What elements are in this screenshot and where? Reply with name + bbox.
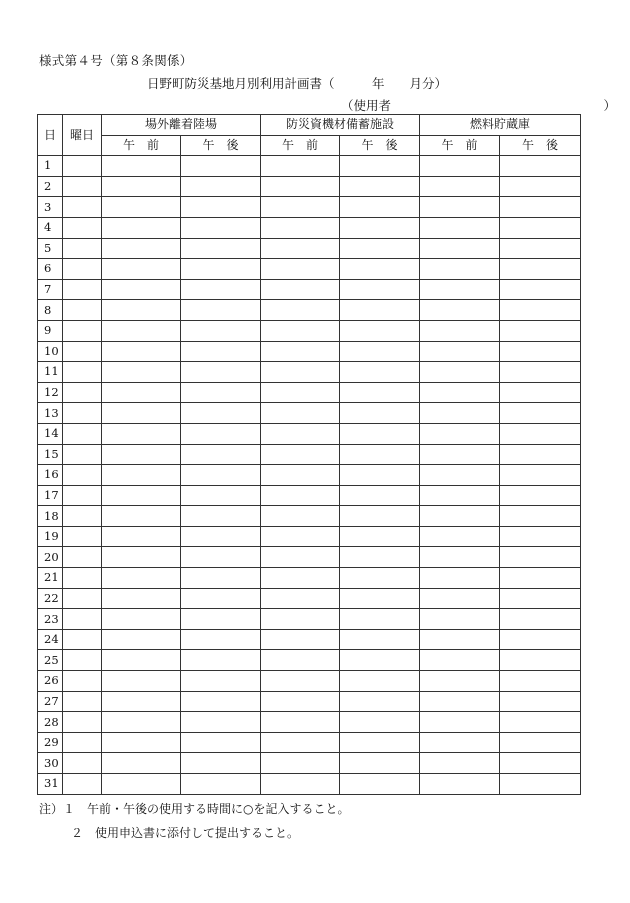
equipment-pm-cell[interactable] <box>340 609 420 630</box>
table-row <box>38 362 581 383</box>
helipad-am-cell[interactable] <box>102 485 181 506</box>
equipment-am-cell[interactable] <box>261 465 340 486</box>
helipad-am-cell[interactable] <box>102 238 181 259</box>
equipment-am-cell[interactable] <box>261 588 340 609</box>
table-row <box>38 526 581 547</box>
table-row <box>38 217 581 238</box>
equipment-am-cell[interactable] <box>261 732 340 753</box>
fuel-pm-cell[interactable] <box>500 526 581 547</box>
fuel-am-cell[interactable] <box>420 362 500 383</box>
equipment-pm-cell[interactable] <box>340 320 420 341</box>
fuel-am-cell[interactable] <box>420 197 500 218</box>
fuel-am-cell[interactable] <box>420 650 500 671</box>
helipad-am-cell[interactable] <box>102 506 181 527</box>
weekday-cell[interactable] <box>63 568 102 589</box>
equipment-am-cell[interactable] <box>261 423 340 444</box>
helipad-am-cell[interactable] <box>102 423 181 444</box>
day-number: 10 <box>38 341 63 362</box>
helipad-pm-cell[interactable] <box>181 732 261 753</box>
day-number: 20 <box>38 547 63 568</box>
table-row <box>38 300 581 321</box>
helipad-pm-cell[interactable] <box>181 238 261 259</box>
weekday-cell[interactable] <box>63 547 102 568</box>
helipad-pm-cell[interactable] <box>181 671 261 692</box>
equipment-pm-cell[interactable] <box>340 156 420 177</box>
weekday-cell[interactable] <box>63 712 102 733</box>
fuel-pm-cell[interactable] <box>500 547 581 568</box>
header-day: 日 <box>38 115 63 156</box>
fuel-pm-cell[interactable] <box>500 465 581 486</box>
equipment-am-cell[interactable] <box>261 217 340 238</box>
equipment-am-cell[interactable] <box>261 753 340 774</box>
helipad-pm-cell[interactable] <box>181 423 261 444</box>
equipment-pm-cell[interactable] <box>340 588 420 609</box>
equipment-pm-cell[interactable] <box>340 423 420 444</box>
table-row <box>38 609 581 630</box>
header-equipment-storage: 防災資機材備蓄施設 <box>261 115 420 136</box>
day-number: 30 <box>38 753 63 774</box>
fuel-pm-cell[interactable] <box>500 382 581 403</box>
equipment-am-cell[interactable] <box>261 609 340 630</box>
equipment-pm-cell[interactable] <box>340 547 420 568</box>
table-row <box>38 423 581 444</box>
weekday-cell[interactable] <box>63 691 102 712</box>
helipad-pm-cell[interactable] <box>181 588 261 609</box>
day-number: 21 <box>38 568 63 589</box>
equipment-am-cell[interactable] <box>261 506 340 527</box>
day-number: 23 <box>38 609 63 630</box>
helipad-pm-cell[interactable] <box>181 774 261 795</box>
helipad-pm-cell[interactable] <box>181 526 261 547</box>
user-line: （使用者 ） <box>341 98 617 113</box>
header-fuel-storage: 燃料貯蔵庫 <box>420 115 581 136</box>
helipad-pm-cell[interactable] <box>181 403 261 424</box>
day-number: 8 <box>38 300 63 321</box>
fuel-am-cell[interactable] <box>420 506 500 527</box>
equipment-am-cell[interactable] <box>261 712 340 733</box>
fuel-am-cell[interactable] <box>420 609 500 630</box>
helipad-am-cell[interactable] <box>102 691 181 712</box>
table-row <box>38 568 581 589</box>
table-row <box>38 506 581 527</box>
day-number: 22 <box>38 588 63 609</box>
weekday-cell[interactable] <box>63 774 102 795</box>
table-row <box>38 444 581 465</box>
equipment-am-cell[interactable] <box>261 650 340 671</box>
equipment-pm-cell[interactable] <box>340 753 420 774</box>
helipad-am-cell[interactable] <box>102 176 181 197</box>
helipad-am-cell[interactable] <box>102 279 181 300</box>
weekday-cell[interactable] <box>63 403 102 424</box>
header-am: 午 前 <box>102 135 181 156</box>
helipad-pm-cell[interactable] <box>181 217 261 238</box>
helipad-am-cell[interactable] <box>102 465 181 486</box>
helipad-pm-cell[interactable] <box>181 382 261 403</box>
table-row <box>38 176 581 197</box>
helipad-pm-cell[interactable] <box>181 279 261 300</box>
fuel-am-cell[interactable] <box>420 526 500 547</box>
equipment-am-cell[interactable] <box>261 444 340 465</box>
day-number: 28 <box>38 712 63 733</box>
weekday-cell[interactable] <box>63 526 102 547</box>
helipad-am-cell[interactable] <box>102 671 181 692</box>
fuel-am-cell[interactable] <box>420 774 500 795</box>
fuel-am-cell[interactable] <box>420 156 500 177</box>
helipad-am-cell[interactable] <box>102 156 181 177</box>
day-number: 1 <box>38 156 63 177</box>
equipment-am-cell[interactable] <box>261 671 340 692</box>
weekday-cell[interactable] <box>63 732 102 753</box>
fuel-am-cell[interactable] <box>420 753 500 774</box>
day-number: 12 <box>38 382 63 403</box>
weekday-cell[interactable] <box>63 465 102 486</box>
fuel-am-cell[interactable] <box>420 588 500 609</box>
helipad-pm-cell[interactable] <box>181 609 261 630</box>
equipment-pm-cell[interactable] <box>340 300 420 321</box>
day-number: 25 <box>38 650 63 671</box>
table-row <box>38 238 581 259</box>
fuel-am-cell[interactable] <box>420 382 500 403</box>
weekday-cell[interactable] <box>63 362 102 383</box>
weekday-cell[interactable] <box>63 753 102 774</box>
day-number: 31 <box>38 774 63 795</box>
weekday-cell[interactable] <box>63 176 102 197</box>
fuel-pm-cell[interactable] <box>500 217 581 238</box>
note-2: ２ 使用申込書に添付して提出すること。 <box>71 826 300 840</box>
day-number: 9 <box>38 320 63 341</box>
day-number: 5 <box>38 238 63 259</box>
equipment-pm-cell[interactable] <box>340 568 420 589</box>
fuel-pm-cell[interactable] <box>500 732 581 753</box>
helipad-am-cell[interactable] <box>102 568 181 589</box>
table-row <box>38 691 581 712</box>
fuel-am-cell[interactable] <box>420 732 500 753</box>
day-number: 29 <box>38 732 63 753</box>
fuel-am-cell[interactable] <box>420 238 500 259</box>
header-pm: 午 後 <box>181 135 261 156</box>
equipment-pm-cell[interactable] <box>340 259 420 280</box>
helipad-pm-cell[interactable] <box>181 259 261 280</box>
weekday-cell[interactable] <box>63 423 102 444</box>
day-number: 7 <box>38 279 63 300</box>
fuel-am-cell[interactable] <box>420 320 500 341</box>
fuel-pm-cell[interactable] <box>500 588 581 609</box>
fuel-pm-cell[interactable] <box>500 506 581 527</box>
table-row <box>38 712 581 733</box>
helipad-am-cell[interactable] <box>102 650 181 671</box>
table-row <box>38 197 581 218</box>
table-row <box>38 588 581 609</box>
equipment-pm-cell[interactable] <box>340 403 420 424</box>
helipad-pm-cell[interactable] <box>181 341 261 362</box>
fuel-am-cell[interactable] <box>420 691 500 712</box>
equipment-pm-cell[interactable] <box>340 732 420 753</box>
fuel-pm-cell[interactable] <box>500 568 581 589</box>
equipment-pm-cell[interactable] <box>340 712 420 733</box>
table-row <box>38 774 581 795</box>
fuel-am-cell[interactable] <box>420 217 500 238</box>
helipad-am-cell[interactable] <box>102 300 181 321</box>
equipment-pm-cell[interactable] <box>340 176 420 197</box>
weekday-cell[interactable] <box>63 485 102 506</box>
fuel-pm-cell[interactable] <box>500 691 581 712</box>
fuel-pm-cell[interactable] <box>500 176 581 197</box>
equipment-am-cell[interactable] <box>261 691 340 712</box>
equipment-pm-cell[interactable] <box>340 444 420 465</box>
helipad-am-cell[interactable] <box>102 588 181 609</box>
fuel-am-cell[interactable] <box>420 403 500 424</box>
table-row <box>38 753 581 774</box>
helipad-am-cell[interactable] <box>102 629 181 650</box>
header-pm: 午 後 <box>340 135 420 156</box>
helipad-pm-cell[interactable] <box>181 691 261 712</box>
fuel-pm-cell[interactable] <box>500 444 581 465</box>
day-number: 17 <box>38 485 63 506</box>
helipad-pm-cell[interactable] <box>181 176 261 197</box>
equipment-am-cell[interactable] <box>261 403 340 424</box>
fuel-am-cell[interactable] <box>420 485 500 506</box>
form-number: 様式第４号（第８条関係） <box>39 53 193 68</box>
fuel-am-cell[interactable] <box>420 444 500 465</box>
fuel-pm-cell[interactable] <box>500 609 581 630</box>
day-number: 26 <box>38 671 63 692</box>
equipment-am-cell[interactable] <box>261 156 340 177</box>
fuel-am-cell[interactable] <box>420 465 500 486</box>
weekday-cell[interactable] <box>63 650 102 671</box>
weekday-cell[interactable] <box>63 217 102 238</box>
helipad-pm-cell[interactable] <box>181 629 261 650</box>
equipment-am-cell[interactable] <box>261 341 340 362</box>
equipment-pm-cell[interactable] <box>340 465 420 486</box>
equipment-pm-cell[interactable] <box>340 629 420 650</box>
header-pm: 午 後 <box>500 135 581 156</box>
weekday-cell[interactable] <box>63 671 102 692</box>
helipad-am-cell[interactable] <box>102 609 181 630</box>
fuel-am-cell[interactable] <box>420 300 500 321</box>
helipad-am-cell[interactable] <box>102 547 181 568</box>
equipment-am-cell[interactable] <box>261 279 340 300</box>
weekday-cell[interactable] <box>63 156 102 177</box>
helipad-pm-cell[interactable] <box>181 300 261 321</box>
helipad-am-cell[interactable] <box>102 403 181 424</box>
helipad-pm-cell[interactable] <box>181 465 261 486</box>
helipad-pm-cell[interactable] <box>181 320 261 341</box>
header-am: 午 前 <box>261 135 340 156</box>
fuel-am-cell[interactable] <box>420 547 500 568</box>
table-row <box>38 465 581 486</box>
equipment-am-cell[interactable] <box>261 320 340 341</box>
table-row <box>38 320 581 341</box>
weekday-cell[interactable] <box>63 320 102 341</box>
day-number: 2 <box>38 176 63 197</box>
fuel-am-cell[interactable] <box>420 712 500 733</box>
day-number: 13 <box>38 403 63 424</box>
day-number: 6 <box>38 259 63 280</box>
table-row <box>38 403 581 424</box>
table-row <box>38 279 581 300</box>
table-row <box>38 382 581 403</box>
table-row <box>38 156 581 177</box>
fuel-pm-cell[interactable] <box>500 300 581 321</box>
weekday-cell[interactable] <box>63 300 102 321</box>
equipment-am-cell[interactable] <box>261 259 340 280</box>
helipad-pm-cell[interactable] <box>181 650 261 671</box>
helipad-pm-cell[interactable] <box>181 753 261 774</box>
weekday-cell[interactable] <box>63 382 102 403</box>
day-number: 15 <box>38 444 63 465</box>
equipment-pm-cell[interactable] <box>340 506 420 527</box>
weekday-cell[interactable] <box>63 588 102 609</box>
day-number: 14 <box>38 423 63 444</box>
fuel-pm-cell[interactable] <box>500 423 581 444</box>
equipment-pm-cell[interactable] <box>340 341 420 362</box>
helipad-pm-cell[interactable] <box>181 156 261 177</box>
weekday-cell[interactable] <box>63 609 102 630</box>
fuel-pm-cell[interactable] <box>500 403 581 424</box>
header-helipad: 場外離着陸場 <box>102 115 261 136</box>
helipad-am-cell[interactable] <box>102 526 181 547</box>
helipad-pm-cell[interactable] <box>181 444 261 465</box>
fuel-pm-cell[interactable] <box>500 279 581 300</box>
fuel-am-cell[interactable] <box>420 279 500 300</box>
helipad-am-cell[interactable] <box>102 444 181 465</box>
weekday-cell[interactable] <box>63 197 102 218</box>
day-number: 16 <box>38 465 63 486</box>
header-weekday: 曜日 <box>63 115 102 156</box>
day-number: 3 <box>38 197 63 218</box>
fuel-pm-cell[interactable] <box>500 259 581 280</box>
table-row <box>38 629 581 650</box>
day-number: 24 <box>38 629 63 650</box>
table-row <box>38 259 581 280</box>
equipment-pm-cell[interactable] <box>340 691 420 712</box>
helipad-pm-cell[interactable] <box>181 568 261 589</box>
fuel-pm-cell[interactable] <box>500 320 581 341</box>
helipad-pm-cell[interactable] <box>181 362 261 383</box>
table-row <box>38 732 581 753</box>
note-1: 注）１ 午前・午後の使用する時間に○を記入すること。 <box>39 802 350 816</box>
fuel-pm-cell[interactable] <box>500 629 581 650</box>
helipad-pm-cell[interactable] <box>181 485 261 506</box>
equipment-am-cell[interactable] <box>261 362 340 383</box>
helipad-am-cell[interactable] <box>102 712 181 733</box>
helipad-am-cell[interactable] <box>102 362 181 383</box>
weekday-cell[interactable] <box>63 238 102 259</box>
fuel-am-cell[interactable] <box>420 671 500 692</box>
equipment-am-cell[interactable] <box>261 485 340 506</box>
fuel-pm-cell[interactable] <box>500 485 581 506</box>
fuel-pm-cell[interactable] <box>500 650 581 671</box>
equipment-pm-cell[interactable] <box>340 774 420 795</box>
equipment-pm-cell[interactable] <box>340 217 420 238</box>
day-number: 27 <box>38 691 63 712</box>
fuel-pm-cell[interactable] <box>500 156 581 177</box>
equipment-am-cell[interactable] <box>261 774 340 795</box>
day-number: 18 <box>38 506 63 527</box>
fuel-pm-cell[interactable] <box>500 362 581 383</box>
table-row <box>38 341 581 362</box>
day-number: 19 <box>38 526 63 547</box>
helipad-pm-cell[interactable] <box>181 197 261 218</box>
helipad-am-cell[interactable] <box>102 753 181 774</box>
helipad-am-cell[interactable] <box>102 774 181 795</box>
equipment-pm-cell[interactable] <box>340 362 420 383</box>
fuel-pm-cell[interactable] <box>500 753 581 774</box>
equipment-am-cell[interactable] <box>261 526 340 547</box>
table-row <box>38 671 581 692</box>
fuel-am-cell[interactable] <box>420 423 500 444</box>
fuel-am-cell[interactable] <box>420 259 500 280</box>
equipment-pm-cell[interactable] <box>340 382 420 403</box>
day-number: 4 <box>38 217 63 238</box>
helipad-am-cell[interactable] <box>102 197 181 218</box>
helipad-am-cell[interactable] <box>102 217 181 238</box>
helipad-am-cell[interactable] <box>102 341 181 362</box>
equipment-pm-cell[interactable] <box>340 238 420 259</box>
table-row <box>38 485 581 506</box>
helipad-am-cell[interactable] <box>102 259 181 280</box>
weekday-cell[interactable] <box>63 341 102 362</box>
helipad-am-cell[interactable] <box>102 732 181 753</box>
fuel-am-cell[interactable] <box>420 176 500 197</box>
fuel-pm-cell[interactable] <box>500 671 581 692</box>
fuel-pm-cell[interactable] <box>500 341 581 362</box>
equipment-pm-cell[interactable] <box>340 279 420 300</box>
weekday-cell[interactable] <box>63 279 102 300</box>
fuel-am-cell[interactable] <box>420 629 500 650</box>
fuel-pm-cell[interactable] <box>500 238 581 259</box>
helipad-pm-cell[interactable] <box>181 506 261 527</box>
helipad-am-cell[interactable] <box>102 382 181 403</box>
fuel-am-cell[interactable] <box>420 341 500 362</box>
equipment-am-cell[interactable] <box>261 300 340 321</box>
helipad-am-cell[interactable] <box>102 320 181 341</box>
document-title: 日野町防災基地月別利用計画書（ 年 月分） <box>147 76 448 91</box>
equipment-am-cell[interactable] <box>261 197 340 218</box>
day-number: 11 <box>38 362 63 383</box>
fuel-pm-cell[interactable] <box>500 774 581 795</box>
equipment-pm-cell[interactable] <box>340 485 420 506</box>
helipad-pm-cell[interactable] <box>181 712 261 733</box>
equipment-am-cell[interactable] <box>261 629 340 650</box>
header-am: 午 前 <box>420 135 500 156</box>
equipment-am-cell[interactable] <box>261 382 340 403</box>
weekday-cell[interactable] <box>63 259 102 280</box>
fuel-pm-cell[interactable] <box>500 197 581 218</box>
helipad-pm-cell[interactable] <box>181 547 261 568</box>
equipment-pm-cell[interactable] <box>340 197 420 218</box>
equipment-am-cell[interactable] <box>261 568 340 589</box>
table-row <box>38 650 581 671</box>
usage-plan-table <box>37 114 581 795</box>
fuel-am-cell[interactable] <box>420 568 500 589</box>
equipment-pm-cell[interactable] <box>340 671 420 692</box>
weekday-cell[interactable] <box>63 444 102 465</box>
fuel-pm-cell[interactable] <box>500 712 581 733</box>
table-row <box>38 547 581 568</box>
weekday-cell[interactable] <box>63 506 102 527</box>
equipment-am-cell[interactable] <box>261 547 340 568</box>
equipment-am-cell[interactable] <box>261 238 340 259</box>
equipment-pm-cell[interactable] <box>340 650 420 671</box>
weekday-cell[interactable] <box>63 629 102 650</box>
equipment-pm-cell[interactable] <box>340 526 420 547</box>
equipment-am-cell[interactable] <box>261 176 340 197</box>
